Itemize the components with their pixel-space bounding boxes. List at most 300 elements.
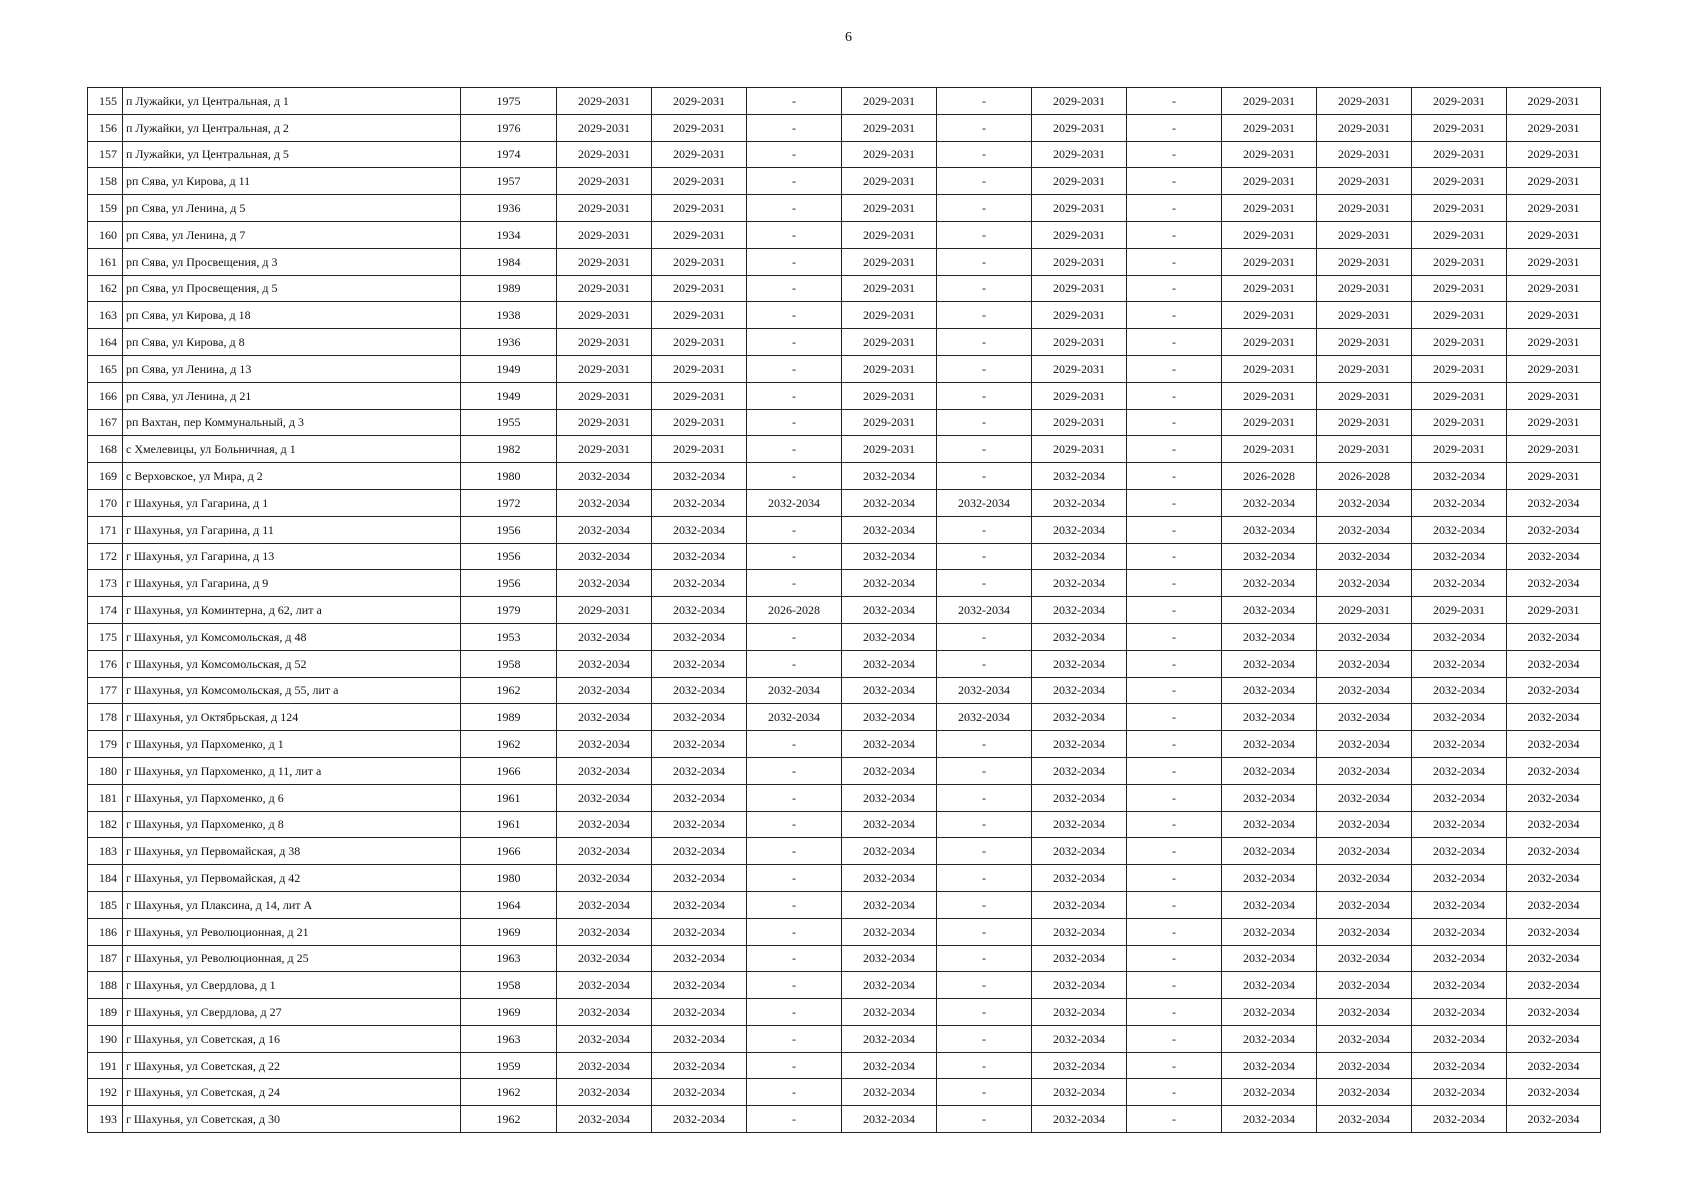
period-cell: 2032-2034 <box>842 463 937 490</box>
period-cell: - <box>747 1025 842 1052</box>
period-cell: - <box>937 382 1032 409</box>
row-number-cell: 176 <box>88 650 123 677</box>
period-cell: 2032-2034 <box>557 704 652 731</box>
table-row <box>88 811 1601 838</box>
period-cell: 2032-2034 <box>842 516 937 543</box>
period-cell: 2029-2031 <box>1032 88 1127 115</box>
year-cell: 1984 <box>461 248 557 275</box>
address-cell: г Шахунья, ул Плаксина, д 14, лит А <box>123 891 461 918</box>
table-row <box>88 275 1601 302</box>
year-cell: 1974 <box>461 141 557 168</box>
row-number-cell: 170 <box>88 489 123 516</box>
year-cell: 1963 <box>461 945 557 972</box>
period-cell: 2029-2031 <box>1507 409 1601 436</box>
period-cell: - <box>937 731 1032 758</box>
period-cell: - <box>937 570 1032 597</box>
period-cell: 2029-2031 <box>557 168 652 195</box>
year-cell: 1982 <box>461 436 557 463</box>
period-cell: 2032-2034 <box>1412 918 1507 945</box>
year-cell: 1962 <box>461 1106 557 1133</box>
period-cell: 2032-2034 <box>557 677 652 704</box>
row-number-cell: 177 <box>88 677 123 704</box>
period-cell: - <box>747 248 842 275</box>
period-cell: 2032-2034 <box>557 865 652 892</box>
period-cell: - <box>1127 597 1222 624</box>
period-cell: - <box>747 88 842 115</box>
year-cell: 1956 <box>461 516 557 543</box>
period-cell: 2029-2031 <box>1032 195 1127 222</box>
table-row <box>88 141 1601 168</box>
year-cell: 1956 <box>461 543 557 570</box>
address-cell: рп Сява, ул Просвещения, д 5 <box>123 275 461 302</box>
period-cell: 2032-2034 <box>652 463 747 490</box>
period-cell: 2032-2034 <box>1222 838 1317 865</box>
period-cell: 2029-2031 <box>1412 329 1507 356</box>
period-cell: 2029-2031 <box>652 88 747 115</box>
period-cell: 2032-2034 <box>1412 972 1507 999</box>
period-cell: 2029-2031 <box>1317 248 1412 275</box>
period-cell: 2032-2034 <box>652 597 747 624</box>
address-cell: рп Сява, ул Ленина, д 13 <box>123 355 461 382</box>
period-cell: 2032-2034 <box>1507 865 1601 892</box>
period-cell: 2032-2034 <box>652 1079 747 1106</box>
period-cell: 2029-2031 <box>1507 597 1601 624</box>
period-cell: - <box>937 784 1032 811</box>
period-cell: 2029-2031 <box>557 355 652 382</box>
period-cell: 2032-2034 <box>1317 650 1412 677</box>
address-cell: г Шахунья, ул Комсомольская, д 48 <box>123 623 461 650</box>
row-number-cell: 193 <box>88 1106 123 1133</box>
period-cell: 2032-2034 <box>557 784 652 811</box>
address-cell: г Шахунья, ул Пархоменко, д 11, лит а <box>123 757 461 784</box>
period-cell: 2032-2034 <box>1507 945 1601 972</box>
period-cell: - <box>1127 275 1222 302</box>
period-cell: 2029-2031 <box>842 168 937 195</box>
year-cell: 1956 <box>461 570 557 597</box>
period-cell: 2032-2034 <box>842 677 937 704</box>
period-cell: 2029-2031 <box>1317 114 1412 141</box>
period-cell: 2029-2031 <box>1317 168 1412 195</box>
row-number-cell: 192 <box>88 1079 123 1106</box>
period-cell: - <box>1127 543 1222 570</box>
period-cell: 2032-2034 <box>652 865 747 892</box>
year-cell: 1989 <box>461 704 557 731</box>
period-cell: 2032-2034 <box>557 1079 652 1106</box>
table-row <box>88 1106 1601 1133</box>
period-cell: 2032-2034 <box>842 838 937 865</box>
period-cell: 2032-2034 <box>1032 623 1127 650</box>
period-cell: - <box>747 918 842 945</box>
address-cell: рп Сява, ул Кирова, д 11 <box>123 168 461 195</box>
row-number-cell: 175 <box>88 623 123 650</box>
table-row <box>88 114 1601 141</box>
period-cell: - <box>1127 731 1222 758</box>
period-cell: 2032-2034 <box>557 731 652 758</box>
period-cell: - <box>747 195 842 222</box>
address-cell: с Верховское, ул Мира, д 2 <box>123 463 461 490</box>
period-cell: 2032-2034 <box>557 463 652 490</box>
period-cell: 2032-2034 <box>652 704 747 731</box>
table-row <box>88 704 1601 731</box>
period-cell: 2032-2034 <box>937 597 1032 624</box>
period-cell: 2032-2034 <box>1507 650 1601 677</box>
period-cell: 2029-2031 <box>842 195 937 222</box>
period-cell: - <box>747 543 842 570</box>
table-row <box>88 784 1601 811</box>
period-cell: - <box>1127 1106 1222 1133</box>
period-cell: 2032-2034 <box>1222 784 1317 811</box>
period-cell: 2032-2034 <box>1222 999 1317 1026</box>
period-cell: 2032-2034 <box>1222 865 1317 892</box>
period-cell: - <box>747 972 842 999</box>
period-cell: 2029-2031 <box>1317 195 1412 222</box>
period-cell: 2032-2034 <box>842 1052 937 1079</box>
period-cell: 2029-2031 <box>1032 141 1127 168</box>
period-cell: - <box>1127 248 1222 275</box>
period-cell: 2032-2034 <box>1032 1025 1127 1052</box>
period-cell: 2032-2034 <box>1317 918 1412 945</box>
row-number-cell: 159 <box>88 195 123 222</box>
period-cell: - <box>1127 221 1222 248</box>
address-cell: рп Сява, ул Ленина, д 21 <box>123 382 461 409</box>
period-cell: 2029-2031 <box>1032 302 1127 329</box>
row-number-cell: 161 <box>88 248 123 275</box>
row-number-cell: 162 <box>88 275 123 302</box>
period-cell: - <box>1127 355 1222 382</box>
period-cell: - <box>937 1052 1032 1079</box>
period-cell: - <box>937 1106 1032 1133</box>
period-cell: 2032-2034 <box>1507 891 1601 918</box>
period-cell: 2032-2034 <box>1032 677 1127 704</box>
period-cell: - <box>1127 1079 1222 1106</box>
address-cell: рп Сява, ул Ленина, д 7 <box>123 221 461 248</box>
period-cell: - <box>937 168 1032 195</box>
period-cell: 2032-2034 <box>1222 918 1317 945</box>
period-cell: 2029-2031 <box>1317 436 1412 463</box>
period-cell: 2029-2031 <box>557 88 652 115</box>
period-cell: 2032-2034 <box>1412 623 1507 650</box>
period-cell: 2032-2034 <box>1507 543 1601 570</box>
period-cell: - <box>937 195 1032 222</box>
period-cell: 2032-2034 <box>842 1106 937 1133</box>
year-cell: 1955 <box>461 409 557 436</box>
period-cell: 2029-2031 <box>1032 436 1127 463</box>
period-cell: 2032-2034 <box>1507 677 1601 704</box>
period-cell: 2032-2034 <box>1222 731 1317 758</box>
address-cell: г Шахунья, ул Революционная, д 21 <box>123 918 461 945</box>
period-cell: 2029-2031 <box>557 597 652 624</box>
period-cell: 2032-2034 <box>1507 570 1601 597</box>
period-cell: 2032-2034 <box>1032 1052 1127 1079</box>
period-cell: 2029-2031 <box>1507 221 1601 248</box>
address-cell: рп Сява, ул Ленина, д 5 <box>123 195 461 222</box>
period-cell: - <box>747 1106 842 1133</box>
table-row <box>88 168 1601 195</box>
period-cell: 2029-2031 <box>1317 275 1412 302</box>
period-cell: - <box>747 757 842 784</box>
year-cell: 1964 <box>461 891 557 918</box>
period-cell: 2029-2031 <box>557 114 652 141</box>
period-cell: 2026-2028 <box>1222 463 1317 490</box>
period-cell: 2029-2031 <box>1222 302 1317 329</box>
year-cell: 1958 <box>461 972 557 999</box>
table-row <box>88 838 1601 865</box>
period-cell: 2032-2034 <box>652 570 747 597</box>
period-cell: 2029-2031 <box>1032 168 1127 195</box>
period-cell: 2032-2034 <box>1032 597 1127 624</box>
period-cell: 2032-2034 <box>652 650 747 677</box>
period-cell: - <box>1127 409 1222 436</box>
period-cell: - <box>747 516 842 543</box>
address-cell: г Шахунья, ул Свердлова, д 1 <box>123 972 461 999</box>
period-cell: 2029-2031 <box>1032 355 1127 382</box>
period-cell: 2032-2034 <box>842 543 937 570</box>
year-cell: 1949 <box>461 355 557 382</box>
period-cell: 2032-2034 <box>557 489 652 516</box>
period-cell: 2029-2031 <box>1222 275 1317 302</box>
period-cell: 2032-2034 <box>1412 704 1507 731</box>
period-cell: 2032-2034 <box>652 891 747 918</box>
year-cell: 1936 <box>461 329 557 356</box>
address-cell: п Лужайки, ул Центральная, д 2 <box>123 114 461 141</box>
row-number-cell: 178 <box>88 704 123 731</box>
period-cell: 2029-2031 <box>1222 409 1317 436</box>
row-number-cell: 179 <box>88 731 123 758</box>
table-row <box>88 677 1601 704</box>
period-cell: 2029-2031 <box>557 409 652 436</box>
period-cell: 2032-2034 <box>842 999 937 1026</box>
table-row <box>88 248 1601 275</box>
period-cell: 2032-2034 <box>557 543 652 570</box>
period-cell: 2032-2034 <box>652 811 747 838</box>
period-cell: 2032-2034 <box>1507 516 1601 543</box>
row-number-cell: 166 <box>88 382 123 409</box>
row-number-cell: 172 <box>88 543 123 570</box>
period-cell: - <box>747 329 842 356</box>
period-cell: - <box>1127 516 1222 543</box>
period-cell: - <box>1127 168 1222 195</box>
period-cell: - <box>1127 302 1222 329</box>
period-cell: - <box>1127 811 1222 838</box>
period-cell: - <box>1127 489 1222 516</box>
address-cell: рп Сява, ул Кирова, д 8 <box>123 329 461 356</box>
row-number-cell: 182 <box>88 811 123 838</box>
period-cell: - <box>1127 704 1222 731</box>
period-cell: 2029-2031 <box>1507 248 1601 275</box>
period-cell: 2029-2031 <box>652 409 747 436</box>
period-cell: 2032-2034 <box>1412 945 1507 972</box>
period-cell: 2029-2031 <box>1317 597 1412 624</box>
period-cell: 2032-2034 <box>652 677 747 704</box>
period-cell: - <box>1127 1052 1222 1079</box>
table-row <box>88 1052 1601 1079</box>
row-number-cell: 156 <box>88 114 123 141</box>
period-cell: 2032-2034 <box>652 972 747 999</box>
period-cell: 2029-2031 <box>1032 114 1127 141</box>
table-row <box>88 329 1601 356</box>
period-cell: - <box>937 865 1032 892</box>
table-row <box>88 570 1601 597</box>
row-number-cell: 173 <box>88 570 123 597</box>
period-cell: 2032-2034 <box>1222 516 1317 543</box>
period-cell: - <box>937 543 1032 570</box>
period-cell: 2029-2031 <box>1507 463 1601 490</box>
period-cell: 2032-2034 <box>652 489 747 516</box>
period-cell: 2032-2034 <box>937 704 1032 731</box>
row-number-cell: 157 <box>88 141 123 168</box>
period-cell: - <box>937 1025 1032 1052</box>
period-cell: 2029-2031 <box>1412 141 1507 168</box>
row-number-cell: 163 <box>88 302 123 329</box>
period-cell: 2029-2031 <box>557 221 652 248</box>
period-cell: - <box>747 355 842 382</box>
period-cell: 2032-2034 <box>1032 650 1127 677</box>
period-cell: - <box>937 999 1032 1026</box>
period-cell: 2032-2034 <box>1222 1106 1317 1133</box>
table-row <box>88 409 1601 436</box>
period-cell: - <box>937 248 1032 275</box>
address-cell: г Шахунья, ул Революционная, д 25 <box>123 945 461 972</box>
period-cell: 2029-2031 <box>1222 221 1317 248</box>
address-cell: г Шахунья, ул Пархоменко, д 6 <box>123 784 461 811</box>
period-cell: 2029-2031 <box>1412 88 1507 115</box>
year-cell: 1962 <box>461 677 557 704</box>
period-cell: 2029-2031 <box>652 221 747 248</box>
period-cell: 2032-2034 <box>1032 516 1127 543</box>
period-cell: 2029-2031 <box>1317 141 1412 168</box>
period-cell: 2032-2034 <box>937 489 1032 516</box>
row-number-cell: 171 <box>88 516 123 543</box>
period-cell: 2032-2034 <box>1317 891 1412 918</box>
period-cell: 2032-2034 <box>1222 945 1317 972</box>
period-cell: 2032-2034 <box>652 1106 747 1133</box>
period-cell: 2029-2031 <box>1222 114 1317 141</box>
period-cell: 2032-2034 <box>652 1052 747 1079</box>
row-number-cell: 185 <box>88 891 123 918</box>
period-cell: 2032-2034 <box>1507 838 1601 865</box>
period-cell: - <box>747 865 842 892</box>
period-cell: 2032-2034 <box>1222 570 1317 597</box>
period-cell: - <box>747 811 842 838</box>
table-body <box>88 88 1601 1133</box>
period-cell: - <box>937 516 1032 543</box>
period-cell: 2032-2034 <box>1032 891 1127 918</box>
period-cell: 2029-2031 <box>1507 355 1601 382</box>
period-cell: - <box>937 945 1032 972</box>
period-cell: 2029-2031 <box>1032 248 1127 275</box>
period-cell: 2032-2034 <box>1317 784 1412 811</box>
period-cell: 2029-2031 <box>1222 382 1317 409</box>
period-cell: 2032-2034 <box>842 891 937 918</box>
year-cell: 1969 <box>461 999 557 1026</box>
period-cell: 2029-2031 <box>652 195 747 222</box>
period-cell: - <box>937 114 1032 141</box>
table-row <box>88 302 1601 329</box>
period-cell: 2032-2034 <box>1032 918 1127 945</box>
address-cell: с Хмелевицы, ул Больничная, д 1 <box>123 436 461 463</box>
year-cell: 1989 <box>461 275 557 302</box>
period-cell: - <box>1127 436 1222 463</box>
year-cell: 1938 <box>461 302 557 329</box>
year-cell: 1975 <box>461 88 557 115</box>
period-cell: 2032-2034 <box>1032 999 1127 1026</box>
period-cell: 2032-2034 <box>1032 1106 1127 1133</box>
period-cell: 2029-2031 <box>1412 302 1507 329</box>
period-cell: 2029-2031 <box>842 409 937 436</box>
year-cell: 1962 <box>461 1079 557 1106</box>
period-cell: 2032-2034 <box>1317 1079 1412 1106</box>
period-cell: - <box>937 355 1032 382</box>
period-cell: 2032-2034 <box>1412 1106 1507 1133</box>
period-cell: - <box>747 436 842 463</box>
row-number-cell: 168 <box>88 436 123 463</box>
year-cell: 1958 <box>461 650 557 677</box>
address-cell: г Шахунья, ул Пархоменко, д 8 <box>123 811 461 838</box>
period-cell: 2029-2031 <box>1222 355 1317 382</box>
period-cell: 2029-2031 <box>1317 409 1412 436</box>
period-cell: 2032-2034 <box>1507 704 1601 731</box>
period-cell: 2032-2034 <box>652 918 747 945</box>
period-cell: - <box>1127 945 1222 972</box>
period-cell: 2032-2034 <box>1317 999 1412 1026</box>
period-cell: 2032-2034 <box>1412 570 1507 597</box>
period-cell: 2032-2034 <box>652 945 747 972</box>
period-cell: 2032-2034 <box>747 704 842 731</box>
period-cell: 2029-2031 <box>652 382 747 409</box>
period-cell: 2029-2031 <box>1222 168 1317 195</box>
period-cell: 2029-2031 <box>1507 275 1601 302</box>
period-cell: 2032-2034 <box>557 623 652 650</box>
period-cell: 2029-2031 <box>557 302 652 329</box>
period-cell: 2032-2034 <box>1222 1052 1317 1079</box>
period-cell: 2032-2034 <box>842 757 937 784</box>
period-cell: 2032-2034 <box>842 704 937 731</box>
period-cell: 2032-2034 <box>842 570 937 597</box>
period-cell: 2032-2034 <box>557 516 652 543</box>
year-cell: 1957 <box>461 168 557 195</box>
period-cell: - <box>937 757 1032 784</box>
period-cell: 2032-2034 <box>1507 1079 1601 1106</box>
period-cell: - <box>1127 677 1222 704</box>
period-cell: 2032-2034 <box>1317 972 1412 999</box>
period-cell: - <box>937 623 1032 650</box>
period-cell: 2029-2031 <box>652 355 747 382</box>
period-cell: 2032-2034 <box>557 838 652 865</box>
address-cell: рп Сява, ул Кирова, д 18 <box>123 302 461 329</box>
period-cell: 2029-2031 <box>1507 114 1601 141</box>
period-cell: 2029-2031 <box>1412 355 1507 382</box>
period-cell: 2032-2034 <box>842 597 937 624</box>
period-cell: 2032-2034 <box>1032 731 1127 758</box>
period-cell: - <box>747 168 842 195</box>
period-cell: 2032-2034 <box>747 489 842 516</box>
period-cell: 2029-2031 <box>1222 436 1317 463</box>
table-row <box>88 918 1601 945</box>
period-cell: - <box>747 221 842 248</box>
table-row <box>88 650 1601 677</box>
period-cell: - <box>1127 88 1222 115</box>
period-cell: 2032-2034 <box>557 757 652 784</box>
period-cell: 2029-2031 <box>842 248 937 275</box>
year-cell: 1961 <box>461 811 557 838</box>
period-cell: - <box>1127 329 1222 356</box>
period-cell: 2032-2034 <box>1222 677 1317 704</box>
period-cell: 2032-2034 <box>1412 650 1507 677</box>
period-cell: 2032-2034 <box>1222 704 1317 731</box>
period-cell: 2032-2034 <box>1032 784 1127 811</box>
period-cell: 2032-2034 <box>1317 731 1412 758</box>
period-cell: 2032-2034 <box>1317 623 1412 650</box>
